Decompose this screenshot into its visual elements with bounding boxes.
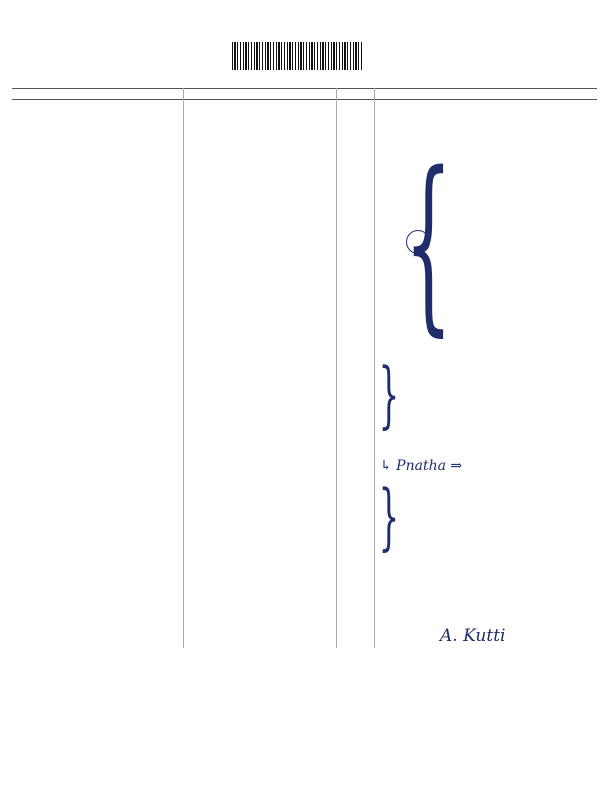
brace-rows-23-24: }: [378, 474, 400, 558]
col-divider: [183, 88, 184, 648]
count-circle: [406, 230, 430, 254]
barcode: [232, 42, 362, 70]
brace-rows-20-21: }: [378, 352, 400, 436]
col-divider: [336, 88, 337, 648]
header-top-rule: [12, 88, 597, 89]
diashop-signature: A. Kutti: [440, 626, 506, 646]
header-bottom-rule: [12, 99, 597, 100]
receiver-signature: ↳ Pnatha ⇒: [380, 458, 463, 474]
col-divider: [374, 88, 375, 648]
brace-rows-15-19: {: [404, 132, 453, 353]
